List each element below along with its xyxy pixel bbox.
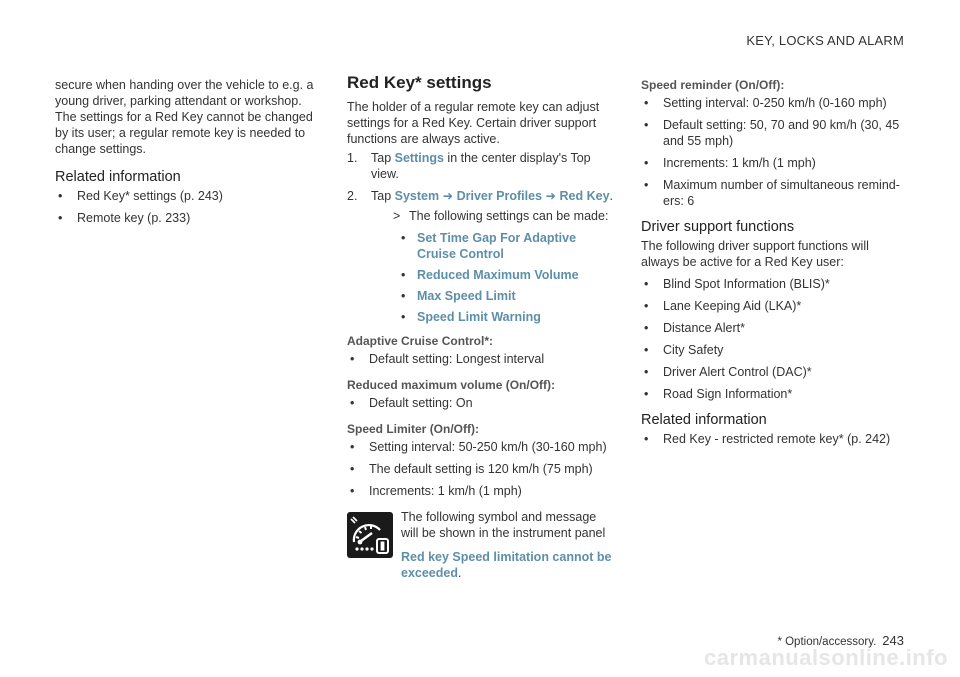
related-info-heading: Related information — [55, 169, 181, 185]
list-item: • Lane Keeping Aid (LKA)* — [641, 298, 909, 314]
speed-reminder-list — [641, 95, 909, 209]
driver-support-heading: Driver support functions — [641, 219, 795, 235]
speed-limiter-heading: Speed Limiter (On/Off): — [347, 422, 479, 436]
list-item: • Maximum number of simultaneous remind-ers: 6 — [641, 177, 909, 209]
reduced-volume-heading: Reduced maximum volume (On/Off): — [347, 378, 556, 392]
list-item: • Driver Alert Control (DAC)* — [641, 364, 909, 380]
system-link[interactable]: System — [394, 189, 440, 203]
list-item: • Default setting: 50, 70 and 90 km/h (30, 45 and 55 mph) — [641, 117, 909, 149]
section-intro: The holder of a regular remote key can adjust settings for a Red Key. Certain driver support functions are always active. — [347, 100, 600, 146]
list-item: • Default setting: On — [347, 395, 615, 411]
step-text: . — [609, 189, 614, 203]
step-number: 2. — [347, 189, 358, 203]
symbol-note — [347, 509, 615, 581]
speed-reminder-heading: Speed reminder (On/Off): — [641, 78, 785, 92]
page-number: 243 — [882, 633, 904, 648]
step-result — [371, 208, 615, 224]
list-item: • The default setting is 120 km/h (75 mph) — [347, 461, 615, 477]
available-settings-list — [347, 230, 615, 325]
acc-list — [347, 351, 615, 367]
list-item: • Increments: 1 km/h (1 mph) — [641, 155, 909, 171]
list-item: • Setting interval: 0-250 km/h (0-160 mph) — [641, 95, 909, 111]
setting-time-gap[interactable]: • Set Time Gap For Adaptive Cruise Control — [401, 230, 615, 262]
running-header: KEY, LOCKS AND ALARM — [746, 33, 904, 48]
column-right — [641, 77, 909, 457]
list-item: • Setting interval: 50-250 km/h (30-160 mph) — [347, 439, 615, 455]
watermark: carmanualsonline.info — [704, 645, 948, 670]
red-key-link[interactable]: Red Key — [559, 189, 610, 203]
step-text: Tap — [371, 151, 395, 165]
intro-paragraph: secure when handing over the vehicle to e.g. a young driver, parking attendant or workshop. The settings for a Red Key cannot be changed by its user; a regular remote key is needed to change settings. — [55, 78, 314, 156]
driver-support-list — [641, 276, 909, 402]
related-info-heading: Related information — [641, 412, 767, 428]
speed-limiter-list — [347, 439, 615, 499]
option-note: * Option/accessory. — [777, 636, 877, 648]
reduced-volume-list — [347, 395, 615, 411]
arrow-right-icon: ➜ — [442, 189, 454, 203]
setting-speed-warning[interactable]: • Speed Limit Warning — [401, 309, 615, 325]
related-link-remote-key[interactable]: • Remote key (p. 233) — [55, 210, 317, 226]
acc-heading: Adaptive Cruise Control*: — [347, 334, 494, 348]
step-text: Tap — [371, 189, 395, 203]
related-info-list — [55, 188, 317, 226]
driver-profiles-link[interactable]: Driver Profiles — [456, 189, 543, 203]
list-item: • Road Sign Information* — [641, 386, 909, 402]
setting-max-speed[interactable]: • Max Speed Limit — [401, 288, 615, 304]
list-item: • Increments: 1 km/h (1 mph) — [347, 483, 615, 499]
driver-support-intro: The following driver support functions will always be active for a Red Key user: — [641, 239, 869, 269]
step-text: in the center display's Top view. — [371, 151, 591, 181]
section-title: Red Key* settings — [347, 73, 492, 92]
column-left — [55, 77, 317, 236]
list-item: • Distance Alert* — [641, 320, 909, 336]
list-item: • Blind Spot Information (BLIS)* — [641, 276, 909, 292]
list-item: • Default setting: Longest interval — [347, 351, 615, 367]
arrow-right-icon: ➜ — [545, 189, 557, 203]
symbol-message: Red key Speed limitation cannot be exceeded — [401, 550, 612, 580]
step-2 — [347, 188, 615, 224]
result-marker: > — [393, 209, 401, 223]
related-link-red-key-settings[interactable]: • Red Key* settings (p. 243) — [55, 188, 317, 204]
symbol-message-end: . — [457, 566, 462, 580]
related-link-red-key-restricted[interactable]: • Red Key - restricted remote key* (p. 242) — [641, 431, 909, 447]
settings-link[interactable]: Settings — [394, 151, 444, 165]
step-number: 1. — [347, 151, 358, 165]
result-text: The following settings can be made: — [409, 209, 609, 223]
step-1 — [347, 150, 615, 182]
list-item: • City Safety — [641, 342, 909, 358]
red-key-speed-limit-icon — [347, 512, 393, 558]
column-middle — [347, 73, 615, 581]
related-info-list — [641, 431, 909, 447]
symbol-description: The following symbol and message will be shown in the instrument panel — [401, 510, 606, 540]
setting-reduced-volume[interactable]: • Reduced Maximum Volume — [401, 267, 615, 283]
